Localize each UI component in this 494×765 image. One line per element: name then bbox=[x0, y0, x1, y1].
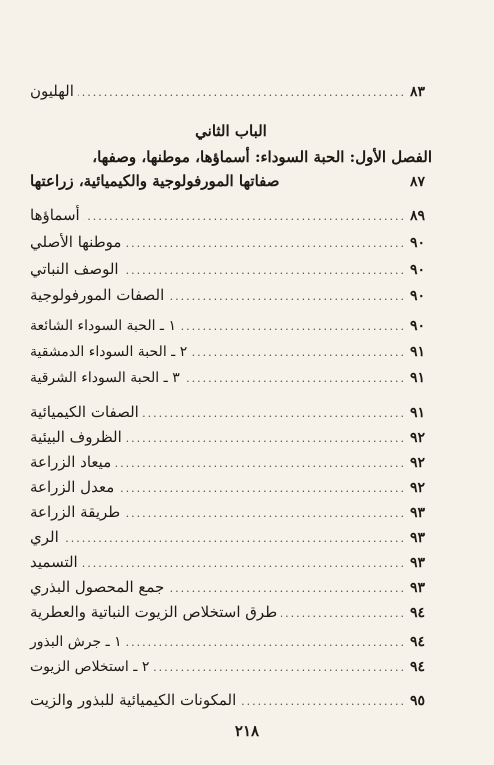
toc-entry bbox=[30, 428, 432, 446]
toc-subentry bbox=[30, 370, 432, 386]
toc-entry-page: ٩٢ bbox=[410, 455, 426, 471]
toc-entry-page: ٩٣ bbox=[410, 580, 426, 596]
toc-entry-label: الهليون bbox=[30, 82, 74, 100]
toc-entry bbox=[30, 286, 432, 304]
toc-entry-page: ٩٥ bbox=[410, 693, 426, 709]
toc-entry bbox=[30, 578, 432, 596]
toc-entry-label: الري bbox=[30, 528, 59, 546]
toc-entry-label: التسميد bbox=[30, 553, 78, 571]
toc-entry bbox=[30, 528, 432, 546]
toc-entry-label: ٣ ـ الحبة السوداء الشرقية bbox=[30, 370, 180, 386]
leader-dots bbox=[84, 211, 406, 222]
toc-entry-label: المكونات الكيميائية للبذور والزيت bbox=[30, 691, 237, 709]
toc-entry bbox=[30, 503, 432, 521]
leader-dots bbox=[126, 637, 406, 648]
toc-entry-label: طريقة الزراعة bbox=[30, 503, 121, 521]
toc-entry bbox=[30, 603, 432, 621]
toc-subentry bbox=[30, 659, 432, 675]
toc-entry-page: ٩٢ bbox=[410, 430, 426, 446]
leader-dots bbox=[126, 433, 406, 444]
leader-dots bbox=[168, 583, 406, 594]
toc-entry-label: طرق استخلاص الزيوت النباتية والعطرية bbox=[30, 603, 278, 621]
toc-entry-page: ٩١ bbox=[410, 344, 426, 360]
leader-dots bbox=[123, 265, 406, 276]
toc-entry-page: ٩٤ bbox=[410, 605, 426, 621]
toc-entry-page: ٩٠ bbox=[410, 262, 426, 278]
toc-entry-label: موطنها الأصلي bbox=[30, 233, 122, 251]
leader-dots bbox=[143, 408, 406, 419]
chapter-title-line1: الفصل الأول: الحبة السوداء: أسماؤها، موطنها، وصفها، bbox=[92, 148, 432, 166]
leader-dots bbox=[240, 696, 406, 707]
toc-entry-prev bbox=[30, 82, 432, 100]
toc-entry-page: ٩٣ bbox=[410, 555, 426, 571]
toc-subentry bbox=[30, 634, 432, 650]
toc-entry-page: ٩١ bbox=[410, 370, 426, 386]
toc-entry-page: ٩٠ bbox=[410, 318, 426, 334]
toc-entry bbox=[30, 553, 432, 571]
toc-entry-page: ٩٢ bbox=[410, 480, 426, 496]
chapter-page: ٨٧ bbox=[410, 174, 426, 190]
leader-dots bbox=[115, 458, 406, 469]
leader-dots bbox=[63, 533, 406, 544]
toc-entry-label: الظروف البيئية bbox=[30, 428, 122, 446]
toc-entry-page: ٩٤ bbox=[410, 634, 426, 650]
toc-entry-page: ٩٠ bbox=[410, 288, 426, 304]
leader-dots bbox=[191, 347, 406, 358]
leader-dots bbox=[125, 238, 406, 249]
toc-entry-label: ٢ ـ استخلاص الزيوت bbox=[30, 659, 150, 675]
page-number: ٢١٨ bbox=[234, 722, 260, 740]
toc-entry-page: ٩٤ bbox=[410, 659, 426, 675]
toc-entry bbox=[30, 260, 432, 278]
toc-entry-label: ١ ـ جرش البذور bbox=[30, 634, 122, 650]
toc-entry bbox=[30, 403, 432, 421]
toc-subentry bbox=[30, 344, 432, 360]
leader-dots bbox=[184, 373, 406, 384]
toc-entry-page: ٩١ bbox=[410, 405, 426, 421]
toc-entry-label: الصفات المورفولوجية bbox=[30, 286, 165, 304]
toc-entry-label: ٢ ـ الحبة السوداء الدمشقية bbox=[30, 344, 188, 360]
leader-dots bbox=[124, 508, 406, 519]
toc-entry-page: ٩٣ bbox=[410, 505, 426, 521]
toc-entry bbox=[30, 478, 432, 496]
part-title: الباب الثاني bbox=[195, 122, 267, 140]
toc-entry-page: ٩٠ bbox=[410, 235, 426, 251]
toc-entry-label: أسماؤها bbox=[30, 206, 80, 224]
toc-entry-page: ٨٣ bbox=[410, 84, 426, 100]
toc-entry-label: الوصف النباتي bbox=[30, 260, 119, 278]
toc-entry-page: ٨٩ bbox=[410, 208, 426, 224]
toc-entry-page: ٩٣ bbox=[410, 530, 426, 546]
toc-entry bbox=[30, 691, 432, 709]
leader-dots bbox=[118, 483, 406, 494]
toc-entry-label: الصفات الكيميائية bbox=[30, 403, 139, 421]
leader-dots bbox=[78, 87, 406, 98]
toc-entry-label: معدل الزراعة bbox=[30, 478, 115, 496]
toc-subentry bbox=[30, 318, 432, 334]
chapter-title-line2 bbox=[30, 172, 432, 190]
toc-entry bbox=[30, 206, 432, 224]
leader-dots bbox=[168, 291, 406, 302]
chapter-title-text: صفاتها المورفولوجية والكيميائية، زراعتها bbox=[30, 172, 280, 190]
leader-dots bbox=[281, 608, 406, 619]
toc-entry bbox=[30, 453, 432, 471]
leader-dots bbox=[153, 662, 406, 673]
toc-entry-label: ١ ـ الحبة السوداء الشائعة bbox=[30, 318, 177, 334]
leader-dots bbox=[82, 558, 406, 569]
toc-entry-label: جمع المحصول البذري bbox=[30, 578, 165, 596]
toc-entry-label: ميعاد الزراعة bbox=[30, 453, 112, 471]
leader-dots bbox=[180, 321, 406, 332]
toc-entry bbox=[30, 233, 432, 251]
